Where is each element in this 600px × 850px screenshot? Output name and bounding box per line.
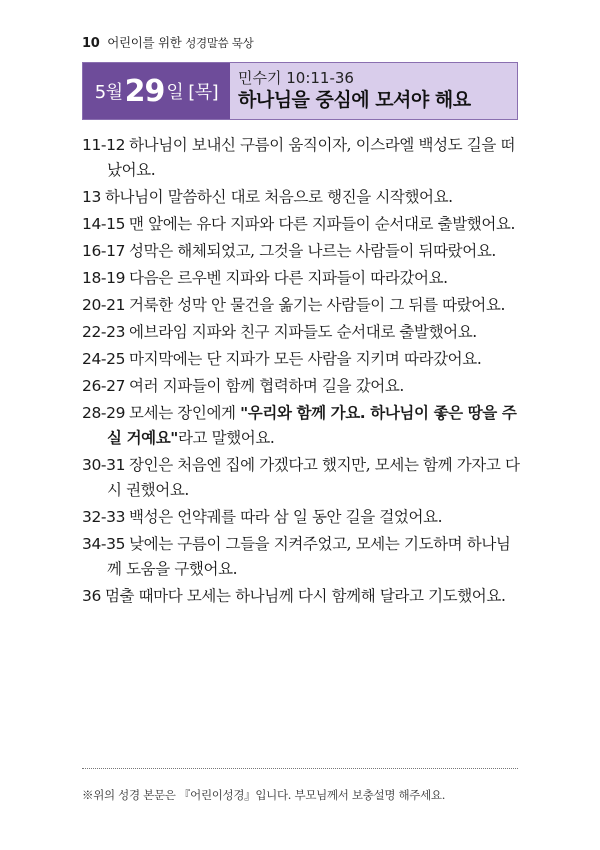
verse-text: 맨 앞에는 유다 지파와 다른 지파들이 순서대로 출발했어요. <box>129 215 516 233</box>
verse-number: 13 <box>82 188 101 206</box>
verse-number: 30-31 <box>82 456 126 474</box>
verse-text: 멈출 때마다 모세는 하나님께 다시 함께해 달라고 기도했어요. <box>104 587 506 605</box>
verse-item <box>82 584 522 609</box>
verse-number: 14-15 <box>82 215 126 233</box>
verse-text: 여러 지파들이 함께 협력하며 길을 갔어요. <box>129 377 404 395</box>
devotion-title: 하나님을 중심에 모셔야 해요 <box>238 89 471 111</box>
verse-number: 24-25 <box>82 350 126 368</box>
footnote-divider <box>82 768 518 769</box>
scripture-reference: 민수기 10:11-36 <box>238 69 354 87</box>
verse-text: 다음은 르우벤 지파와 다른 지파들이 따라갔어요. <box>129 269 448 287</box>
verse-number: 26-27 <box>82 377 126 395</box>
book-title: 어린이를 위한 <box>107 35 182 50</box>
verse-item <box>82 293 522 318</box>
verse-number: 11-12 <box>82 136 126 154</box>
verse-text: 백성은 언약궤를 따라 삼 일 동안 길을 걸었어요. <box>129 508 443 526</box>
verse-text: 하나님이 보내신 구름이 움직이자, 이스라엘 백성도 길을 떠났어요. <box>107 136 516 179</box>
verse-number: 34-35 <box>82 535 126 553</box>
date-day: 29 <box>124 73 165 109</box>
verse-text: 거룩한 성막 안 물건을 옮기는 사람들이 그 뒤를 따랐어요. <box>129 296 505 314</box>
verse-text: 라고 말했어요. <box>177 429 275 447</box>
verse-number: 16-17 <box>82 242 126 260</box>
verse-number: 20-21 <box>82 296 126 314</box>
verse-text: 에브라임 지파와 친구 지파들도 순서대로 출발했어요. <box>129 323 477 341</box>
date-box <box>83 63 230 119</box>
verse-number: 18-19 <box>82 269 126 287</box>
verse-number: 36 <box>82 587 101 605</box>
date-day-suffix: 일 <box>166 82 184 103</box>
verse-text: 장인은 처음엔 집에 가겠다고 했지만, 모세는 함께 가자고 다시 권했어요. <box>107 456 520 499</box>
verse-item <box>82 239 522 264</box>
verse-number: 22-23 <box>82 323 126 341</box>
verse-quote: "우리와 함께 가요. 하나님이 좋은 땅을 주실 거예요" <box>107 404 517 447</box>
date-title-banner <box>82 62 518 120</box>
verse-list <box>82 133 522 611</box>
verse-text: 성막은 해체되었고, 그것을 나르는 사람들이 뒤따랐어요. <box>129 242 496 260</box>
date-month: 5월 <box>94 82 123 103</box>
verse-number: 28-29 <box>82 404 126 422</box>
verse-text: 낮에는 구름이 그들을 지켜주었고, 모세는 기도하며 하나님께 도움을 구했어요. <box>107 535 511 578</box>
verse-item <box>82 505 522 530</box>
verse-item <box>82 401 522 451</box>
verse-item <box>82 212 522 237</box>
verse-text: 모세는 장인에게 <box>129 404 241 422</box>
verse-item <box>82 374 522 399</box>
verse-item <box>82 453 522 503</box>
verse-item <box>82 266 522 291</box>
page-number: 10 <box>82 36 100 51</box>
title-box <box>230 63 517 119</box>
verse-item <box>82 185 522 210</box>
running-header <box>82 33 253 51</box>
verse-item <box>82 347 522 372</box>
verse-text: 마지막에는 단 지파가 모든 사람을 지키며 따라갔어요. <box>129 350 482 368</box>
verse-text: 하나님이 말씀하신 대로 처음으로 행진을 시작했어요. <box>104 188 453 206</box>
date-weekday: [목] <box>188 82 219 103</box>
footnote: ※위의 성경 본문은 『어린이성경』입니다. 부모님께서 보충설명 해주세요. <box>82 788 446 802</box>
book-subtitle: 성경말씀 묵상 <box>185 36 254 50</box>
verse-number: 32-33 <box>82 508 126 526</box>
verse-item <box>82 532 522 582</box>
verse-item <box>82 133 522 183</box>
verse-item <box>82 320 522 345</box>
